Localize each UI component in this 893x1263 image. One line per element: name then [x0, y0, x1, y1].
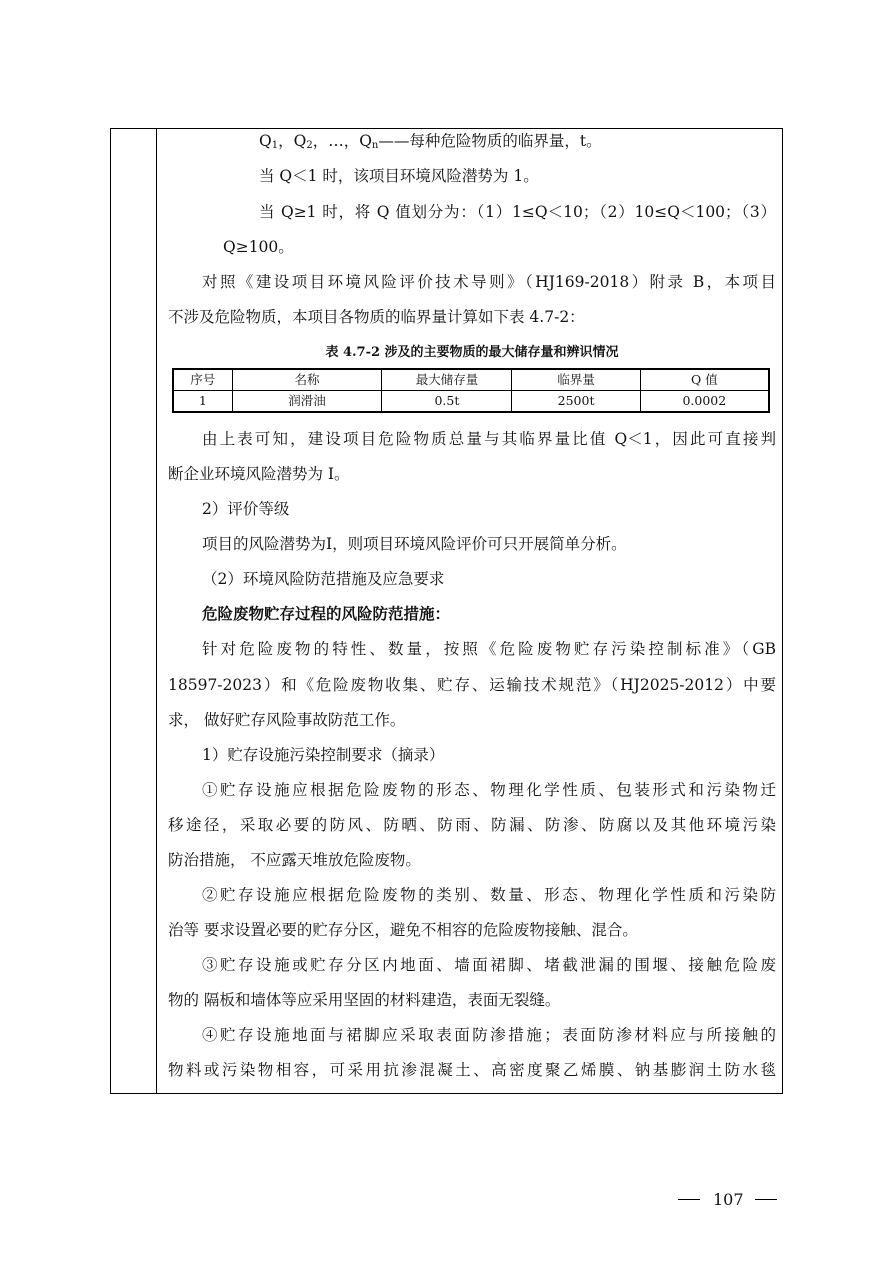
- paragraph-line: ③贮存设施或贮存分区内地面、墙面裙脚、堵截泄漏的围堰、接触危险废: [202, 956, 776, 974]
- paragraph-line: 不涉及危险物质，本项目各物质的临界量计算如下表 4.7-2：: [168, 308, 585, 326]
- paragraph-line: 当 Q≥1 时，将 Q 值划分为：（1）1≤Q＜10；（2）10≤Q＜100；（3）: [259, 203, 776, 221]
- table-cell: 2500t: [512, 391, 640, 413]
- page-number: [0, 1188, 893, 1212]
- page-number-dash: [755, 1199, 777, 1200]
- paragraph-line: 18597-2023）和《危险废物收集、贮存、运输技术规范》（HJ2025-2012）中要: [168, 676, 776, 694]
- section-heading: （2）环境风险防范措施及应急要求: [202, 570, 445, 588]
- table-header-cell: Q 值: [640, 369, 769, 391]
- table-row: [173, 391, 769, 413]
- paragraph-line: 求， 做好贮存风险事故防范工作。: [168, 711, 406, 729]
- table-header-cell: 名称: [232, 369, 382, 391]
- table-cell: 1: [173, 391, 232, 413]
- substance-table: [172, 368, 770, 413]
- paragraph-line: 2）评价等级: [202, 500, 290, 518]
- paragraph-line: ④贮存设施地面与裙脚应采取表面防渗措施；表面防渗材料应与所接触的: [202, 1026, 776, 1044]
- table-caption: 表 4.7-2 涉及的主要物质的最大储存量和辨识情况: [325, 345, 619, 360]
- table-cell: 润滑油: [232, 391, 382, 413]
- paragraph-line: ②贮存设施应根据危险废物的类别、数量、形态、物理化学性质和污染防: [202, 886, 776, 904]
- table-header-cell: 临界量: [512, 369, 640, 391]
- table-header-cell: 序号: [173, 369, 232, 391]
- content-frame: [110, 128, 783, 1094]
- paragraph-line: ①贮存设施应根据危险废物的形态、物理化学性质、包装形式和污染物迁: [202, 781, 776, 799]
- bold-subheading: 危险废物贮存过程的风险防范措施：: [202, 604, 451, 623]
- table-header-row: [173, 369, 769, 391]
- page-number-dash: [678, 1199, 700, 1200]
- paragraph-line: 针对危险废物的特性、数量，按照《危险废物贮存污染控制标准》（GB: [202, 640, 776, 658]
- paragraph-line: 当 Q＜1 时，该项目环境风险潜势为 1。: [259, 167, 539, 185]
- paragraph-line: 断企业环境风险潜势为 I。: [168, 465, 350, 483]
- paragraph-line: 对照《建设项目环境风险评价技术导则》（HJ169-2018）附录 B，本项目: [202, 273, 776, 291]
- column-divider: [156, 129, 157, 1093]
- paragraph-line: 项目的风险潜势为I，则项目环境风险评价可只开展简单分析。: [202, 535, 627, 553]
- formula-definition-line: $Q_1$，$Q_2$，…，$Q_n——$每种危险物质的临界量，t。: [259, 132, 602, 151]
- table-cell: 0.0002: [640, 391, 769, 413]
- paragraph-line: 防治措施， 不应露天堆放危险废物。: [168, 851, 421, 869]
- paragraph-line: 治等 要求设置必要的贮存分区，避免不相容的危险废物接触、混合。: [168, 921, 638, 939]
- paragraph-line: 物料或污染物相容，可采用抗渗混凝土、高密度聚乙烯膜、钠基膨润土防水毯: [168, 1061, 776, 1079]
- page-number-text: 107: [713, 1190, 744, 1209]
- paragraph-line: Q≥100。: [223, 238, 294, 256]
- table-cell: 0.5t: [382, 391, 512, 413]
- paragraph-line: 由上表可知，建设项目危险物质总量与其临界量比值 Q＜1，因此可直接判: [202, 430, 776, 448]
- table-header-cell: 最大储存量: [382, 369, 512, 391]
- paragraph-line: 1）贮存设施污染控制要求（摘录）: [202, 746, 445, 764]
- paragraph-line: 移途径，采取必要的防风、防晒、防雨、防漏、防渗、防腐以及其他环境污染: [168, 816, 776, 834]
- paragraph-line: 物的 隔板和墙体等应采用坚固的材料建造，表面无裂缝。: [168, 991, 561, 1009]
